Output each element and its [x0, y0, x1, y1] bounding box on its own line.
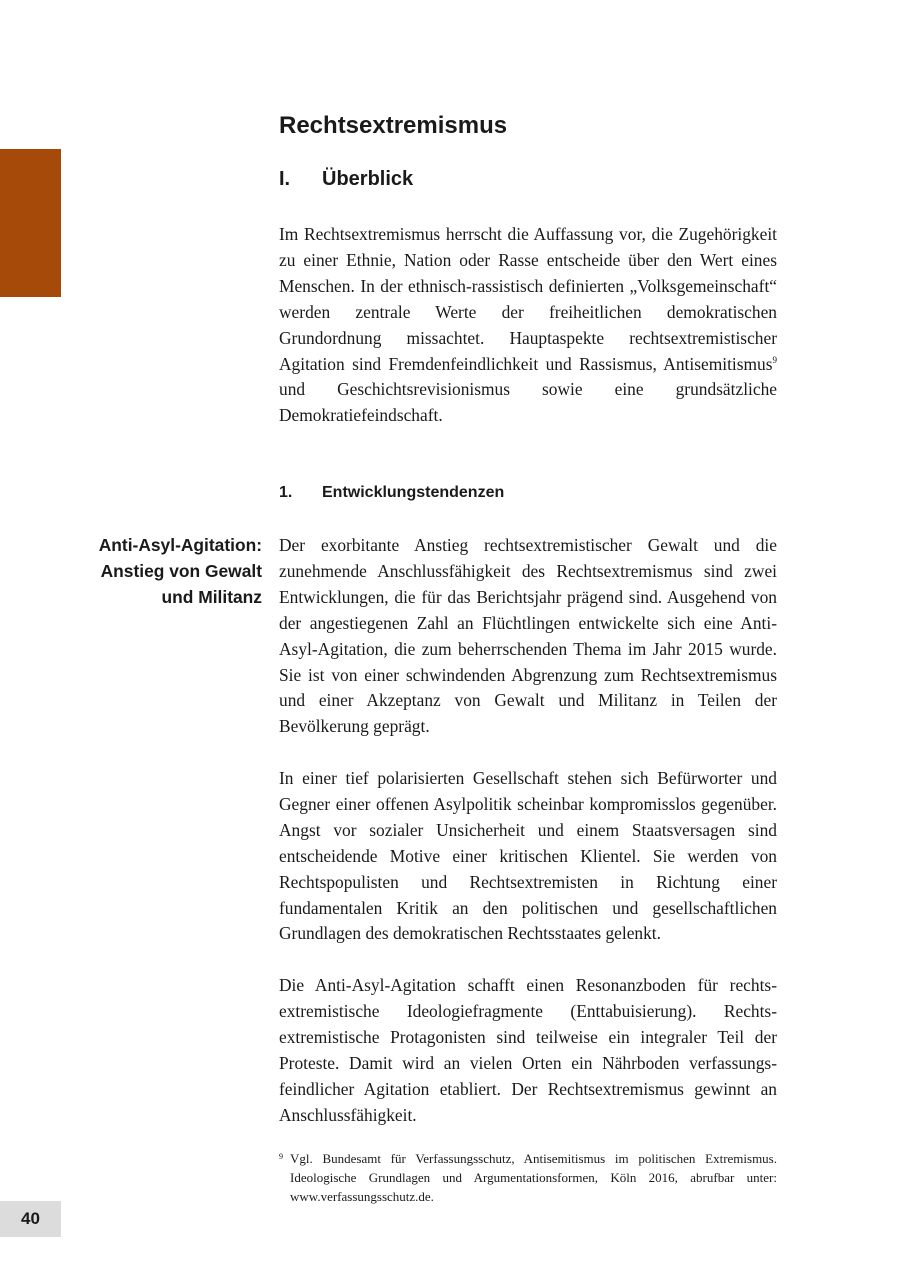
section-number: I.: [279, 168, 291, 190]
subsection-title: Entwicklungstendenzen: [322, 484, 505, 501]
subsection-heading: [279, 484, 504, 502]
section-heading: [279, 168, 413, 191]
footnote-reference[interactable]: 9: [772, 354, 777, 365]
page-title: Rechtsextremismus: [279, 112, 508, 139]
intro-paragraph: [279, 222, 777, 429]
margin-heading-line: und Militanz: [161, 586, 262, 607]
margin-heading: [60, 533, 262, 611]
intro-text-before-ref: Im Rechtsextremismus herrscht die Auffassung vor, die Zugehörigkeit zu einer Ethnie, Nation oder Rasse entscheide über den Wert eines Menschen. In der ethnisch-rassistisch definierten „Volksgemeinschaft“ werden zentrale Werte der freiheitlichen demokratischen Grundordnung missachtet. Hauptaspekte rechtsextremistischer Agitation sind Fremdenfeindlichkeit und Rassismus, Antisemitismus: [279, 224, 777, 374]
section-title: Überblick: [322, 168, 414, 190]
footnote-mark: 9: [279, 1152, 283, 1161]
footnote: [279, 1149, 777, 1206]
body-paragraph: In einer tief polarisierten Gesellschaft stehen sich Befürworter und Gegner einer offenen Asylpolitik scheinbar kompromisslos gegenüber. Angst vor sozialer Unsicherheit und einem Staatsversagen sind entscheidende Motive einer kritischen Klientel. Sie werden von Rechtspopulisten und Rechtsextremisten in Richtung einer fundamentalen Kritik an den politischen und gesellschaftlichen Grundlagen des demokratischen Rechtsstaates gelenkt.: [279, 768, 777, 944]
subsection-number: 1.: [279, 484, 293, 501]
margin-heading-line: Anstieg von Gewalt: [100, 560, 262, 581]
intro-text-after-ref: und Geschichtsrevisionismus sowie eine grundsätzliche Demokratiefeindschaft.: [279, 379, 777, 426]
footnote-text: Vgl. Bundesamt für Verfassungsschutz, Antisemitismus im politischen Extremismus. Ideologische Grundlagen und Argumentationsformen, Köln 2016, abrufbar unter: www.verfassungsschutz.de.: [290, 1151, 777, 1204]
margin-heading-line: Anti-Asyl-Agitation:: [98, 535, 262, 555]
body-paragraph: Der exorbitante Anstieg rechtsextremistischer Gewalt und die zunehmende Anschlussfähigkeit des Rechtsextremismus sind zwei Entwicklungen, die für das Berichtsjahr prägend sind. Ausgehend von der angestiegenen Zahl an Flüchtlingen entwickelte sich eine Anti-Asyl-Agitation, die zum beherrschenden Thema im Jahr 2015 wurde. Sie ist von einer schwindenden Abgrenzung zum Rechtsextremismus und einer Akzeptanz von Gewalt und Militanz in Teilen der Bevölkerung geprägt.: [279, 535, 777, 737]
body-paragraph: Die Anti-Asyl-Agitation schafft einen Resonanzboden für rechtsextremistische Ideologiefragmente (Enttabuisierung). Rechtsextremistische Protagonisten sind teilweise ein integraler Teil der Proteste. Damit wird an vielen Orten ein Nährboden verfassungsfeindlicher Agitation etabliert. Der Rechtsextremismus gewinnt an Anschlussfähigkeit.: [279, 975, 777, 1125]
chapter-color-tab: [0, 149, 61, 297]
page-number: 40: [0, 1201, 61, 1237]
